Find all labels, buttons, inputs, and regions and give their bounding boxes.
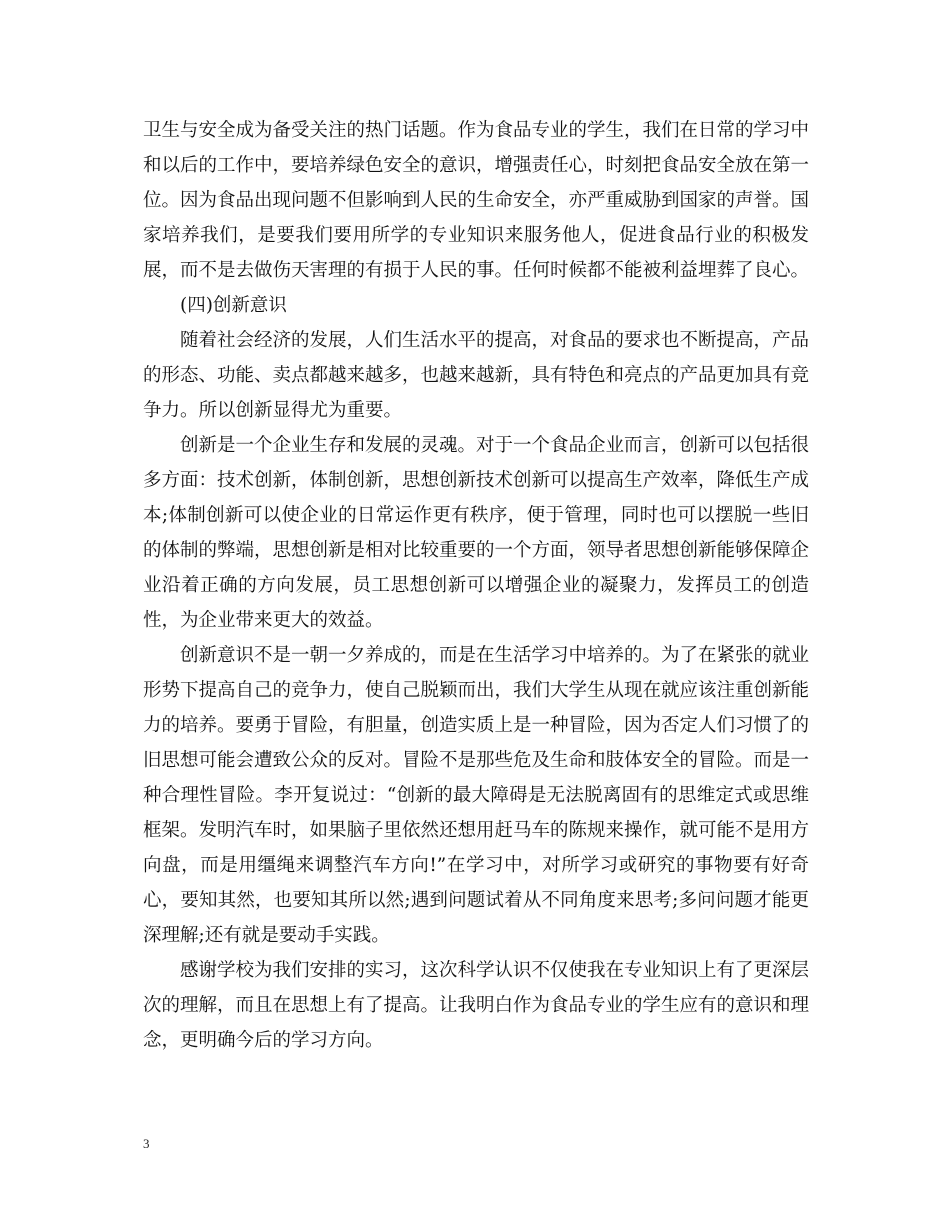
document-body <box>143 113 809 1058</box>
paragraph-continuation: 卫生与安全成为备受关注的热门话题。作为食品专业的学生，我们在日常的学习中和以后的工作中，要培养绿色安全的意识，增强责任心，时刻把食品安全放在第一位。因为食品出现问题不但影响到人民的生命安全，亦严重威胁到国家的声誉。国家培养我们，是要我们要用所学的专业知识来服务他人，促进食品行业的积极发展，而不是去做伤天害理的有损于人民的事。任何时候都不能被利益埋葬了良心。 <box>143 120 810 281</box>
paragraph-innovation-awareness: 创新意识不是一朝一夕养成的，而是在生活学习中培养的。为了在紧张的就业形势下提高自己的竞争力，使自己脱颖而出，我们大学生从现在就应该注重创新能力的培养。要勇于冒险，有胆量，创造实质上是一种冒险，因为否定人们习惯了的旧思想可能会遭致公众的反对。冒险不是那些危及生命和肢体安全的冒险。而是一种合理性冒险。李开复说过：“创新的最大障碍是无法脱离固有的思维定式或思维框架。发明汽车时，如果脑子里依然还想用赶马车的陈规来操作，就可能不是用方向盘，而是用缰绳来调整汽车方向!”在学习中，对所学习或研究的事物要有好奇心，要知其然，也要知其所以然;遇到问题试着从不同角度来思考;多问问题才能更深理解;还有就是要动手实践。 <box>143 645 810 946</box>
paragraph-innovation-importance: 随着社会经济的发展，人们生活水平的提高，对食品的要求也不断提高，产品的形态、功能、卖点都越来越多，也越来越新，具有特色和亮点的产品更加具有竞争力。所以创新显得尤为重要。 <box>143 330 810 421</box>
paragraph-acknowledgement: 感谢学校为我们安排的实习，这次科学认识不仅使我在专业知识上有了更深层次的理解，而且在思想上有了提高。让我明白作为食品专业的学生应有的意识和理念，更明确今后的学习方向。 <box>143 960 810 1051</box>
section-heading-innovation: (四)创新意识 <box>180 295 287 316</box>
page-number: 3 <box>143 1136 150 1151</box>
paragraph-enterprise-innovation: 创新是一个企业生存和发展的灵魂。对于一个食品企业而言，创新可以包括很多方面：技术创新，体制创新，思想创新技术创新可以提高生产效率，降低生产成本;体制创新可以使企业的日常运作更有秩序，便于管理，同时也可以摆脱一些旧的体制的弊端，思想创新是相对比较重要的一个方面，领导者思想创新能够保障企业沿着正确的方向发展，员工思想创新可以增强企业的凝聚力，发挥员工的创造性，为企业带来更大的效益。 <box>143 435 810 631</box>
